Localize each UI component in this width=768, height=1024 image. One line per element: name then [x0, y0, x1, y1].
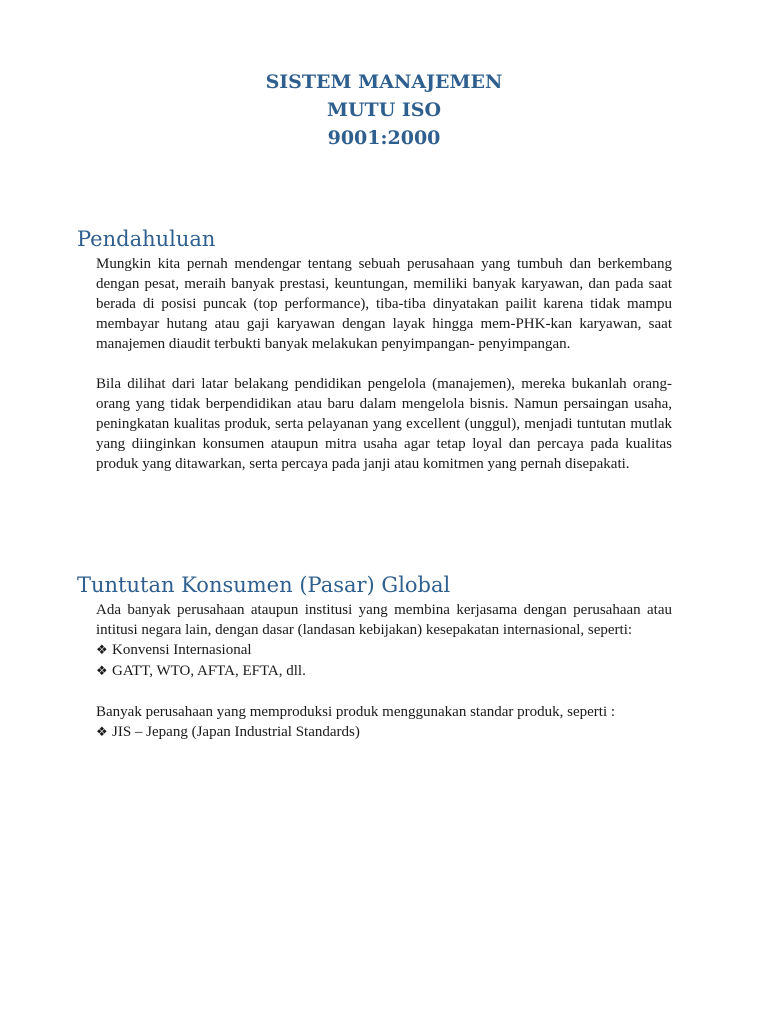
- paragraph: Ada banyak perusahaan ataupun institusi yang membina kerjasama dengan perusahaan atau intitusi negara lain, dengan dasar (landasan kebijakan) kesepakatan internasional, seperti:: [96, 602, 672, 638]
- paragraph: Bila dilihat dari latar belakang pendidikan pengelola (manajemen), mereka bukanlah orang-orang yang tidak berpendidikan atau baru dalam mengelola bisnis. Namun persaingan usaha, peningkatan kualitas produk, serta pelayanan yang excellent (unggul), menjadi tuntutan mutlak yang diinginkan konsumen ataupun mitra usaha agar tetap loyal dan percaya pada kualitas produk yang ditawarkan, serta percaya pada janji atau komitmen yang pernah disepakati.: [96, 376, 672, 472]
- section-heading-pendahuluan: Pendahuluan: [77, 227, 216, 251]
- document-title: [0, 68, 768, 152]
- paragraph: Banyak perusahaan yang memproduksi produk menggunakan standar produk, seperti :: [96, 704, 616, 720]
- section-heading-tuntutan: Tuntutan Konsumen (Pasar) Global: [77, 573, 451, 597]
- section-body-pendahuluan: [96, 254, 672, 474]
- diamond-bullet-icon: ❖: [96, 664, 108, 679]
- paragraph-gap: [96, 354, 672, 374]
- list-item: [96, 640, 672, 661]
- list-item-text: GATT, WTO, AFTA, EFTA, dll.: [112, 663, 306, 679]
- paragraph-gap: [96, 682, 672, 702]
- title-line-3: 9001:2000: [327, 127, 441, 149]
- bullet-list: [96, 722, 672, 743]
- list-item: [96, 661, 672, 682]
- list-item-text: Konvensi Internasional: [112, 642, 252, 658]
- list-item: [96, 722, 672, 743]
- diamond-bullet-icon: ❖: [96, 643, 108, 658]
- title-line-2: MUTU ISO: [326, 99, 442, 121]
- section-body-tuntutan: [96, 600, 672, 743]
- bullet-list: [96, 640, 672, 682]
- list-item-text: JIS – Jepang (Japan Industrial Standards): [112, 724, 360, 740]
- diamond-bullet-icon: ❖: [96, 725, 108, 740]
- title-line-1: SISTEM MANAJEMEN: [265, 71, 503, 93]
- paragraph: Mungkin kita pernah mendengar tentang sebuah perusahaan yang tumbuh dan berkembang dengan pesat, meraih banyak prestasi, keuntungan, memiliki banyak karyawan, dan pada saat berada di posisi puncak (top performance), tiba-tiba dinyatakan pailit karena tidak mampu membayar hutang atau gaji karyawan dengan layak hingga mem-PHK-kan karyawan, saat manajemen diaudit terbukti banyak melakukan penyimpangan- penyimpangan.: [96, 256, 672, 352]
